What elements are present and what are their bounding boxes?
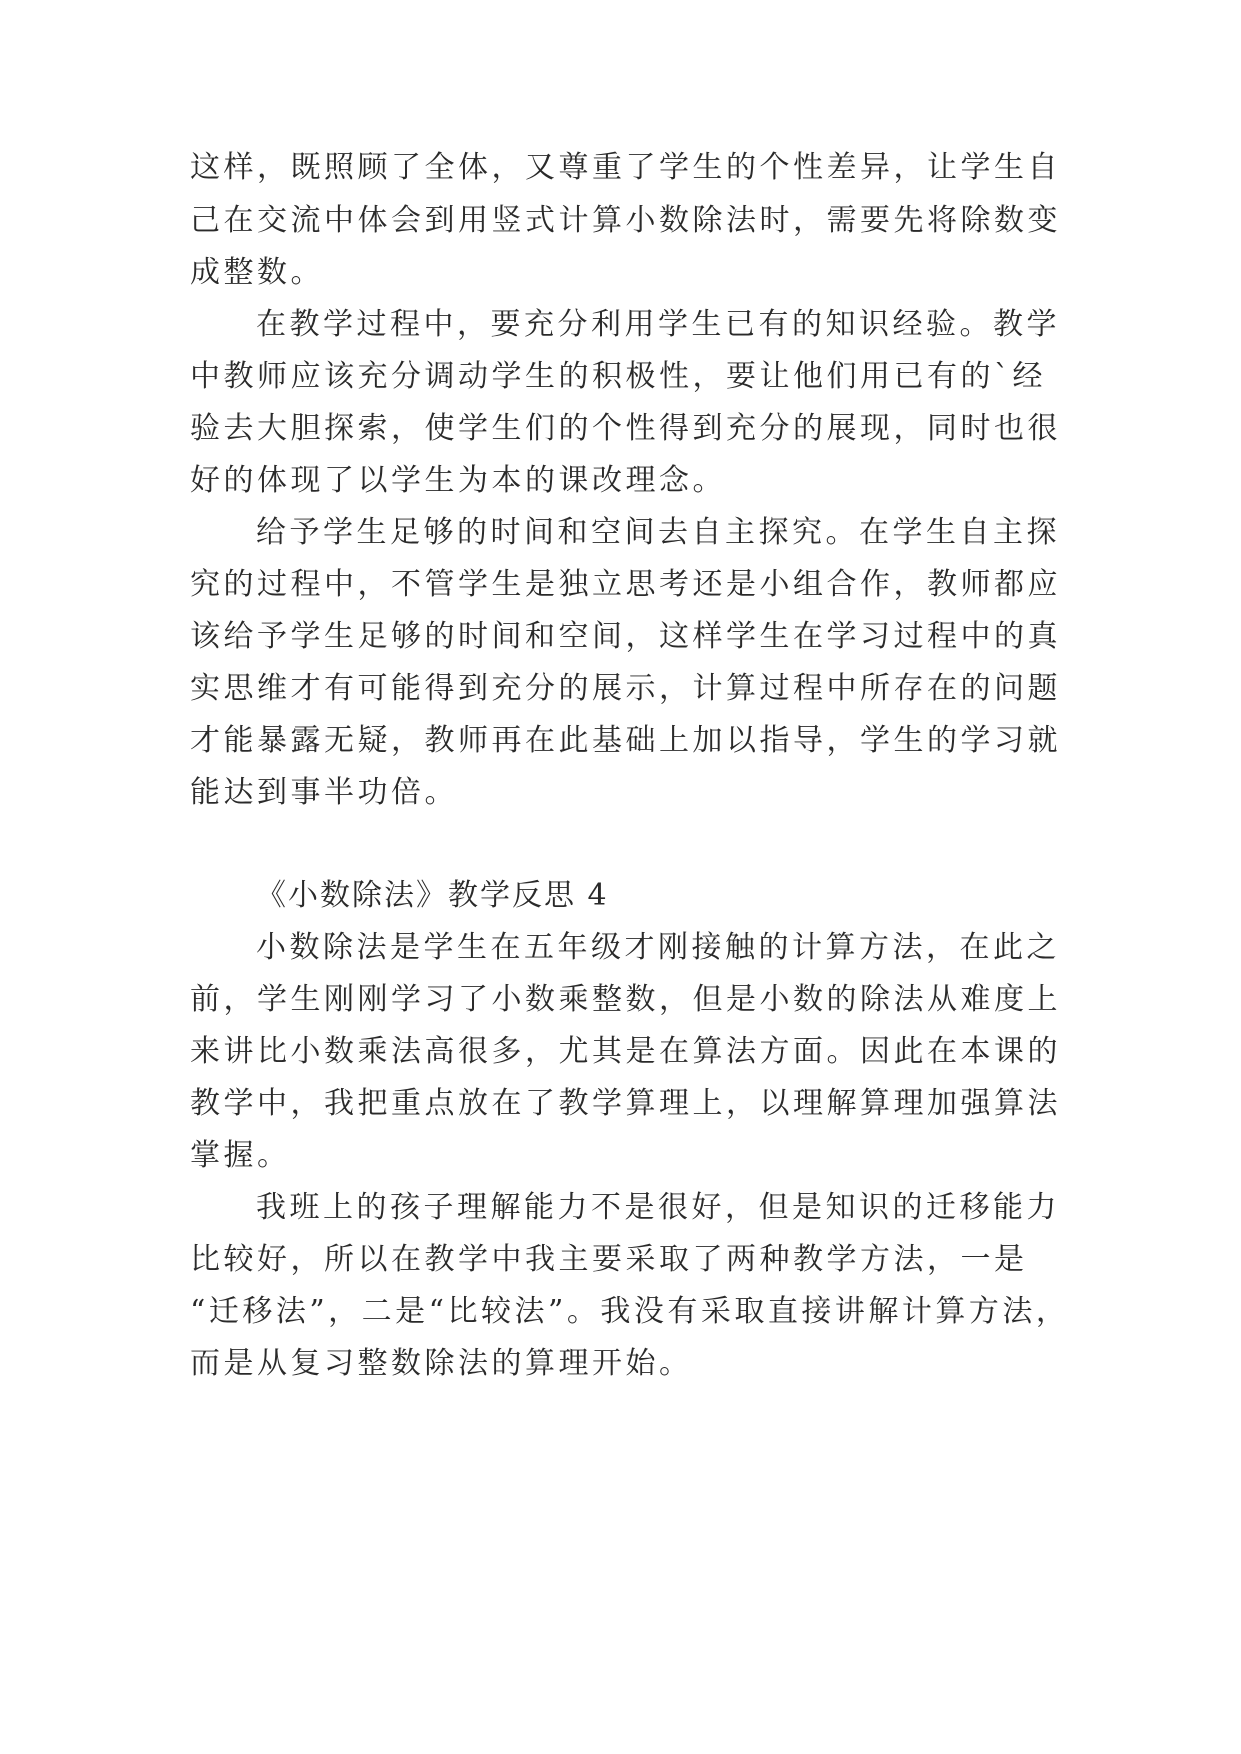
paragraph-1-line-2: 己在交流中体会到用竖式计算小数除法时，需要先将除数变 [190,203,1061,238]
paragraph-2-line-1: 在教学过程中，要充分利用学生已有的知识经验。教学 [256,307,1060,342]
paragraph-3-line-6: 能达到事半功倍。 [190,775,458,810]
section-heading: 《小数除法》教学反思 4 [256,878,609,913]
paragraph-3-line-2: 究的过程中，不管学生是独立思考还是小组合作，教师都应 [190,567,1061,602]
paragraph-2-line-2: 中教师应该充分调动学生的积极性，要让他们用已有的`经 [190,359,1046,394]
paragraph-1-line-1: 这样，既照顾了全体，又尊重了学生的个性差异，让学生自 [190,150,1061,185]
paragraph-4-line-1: 小数除法是学生在五年级才刚接触的计算方法，在此之 [256,930,1060,965]
paragraph-3-line-4: 实思维才有可能得到充分的展示，计算过程中所存在的问题 [190,671,1061,706]
paragraph-4-line-3: 来讲比小数乘法高很多，尤其是在算法方面。因此在本课的 [190,1034,1061,1069]
paragraph-1-line-3: 成整数。 [190,255,324,290]
paragraph-4-line-2: 前，学生刚刚学习了小数乘整数，但是小数的除法从难度上 [190,982,1061,1017]
paragraph-2-line-4: 好的体现了以学生为本的课改理念。 [190,463,726,498]
paragraph-5-line-2: 比较好，所以在教学中我主要采取了两种教学方法，一是 [190,1242,1028,1277]
paragraph-3-line-5: 才能暴露无疑，教师再在此基础上加以指导，学生的学习就 [190,723,1061,758]
paragraph-5-line-4: 而是从复习整数除法的算理开始。 [190,1346,693,1381]
paragraph-2-line-3: 验去大胆探索，使学生们的个性得到充分的展现，同时也很 [190,411,1061,446]
paragraph-5-line-1: 我班上的孩子理解能力不是很好，但是知识的迁移能力 [256,1190,1060,1225]
paragraph-4-line-4: 教学中，我把重点放在了教学算理上，以理解算理加强算法 [190,1086,1061,1121]
paragraph-3-line-3: 该给予学生足够的时间和空间，这样学生在学习过程中的真 [190,619,1061,654]
paragraph-3-line-1: 给予学生足够的时间和空间去自主探究。在学生自主探 [256,515,1060,550]
paragraph-4-line-5: 掌握。 [190,1138,291,1173]
paragraph-5-line-3: “迁移法”，二是“比较法”。我没有采取直接讲解计算方法， [190,1294,1070,1329]
